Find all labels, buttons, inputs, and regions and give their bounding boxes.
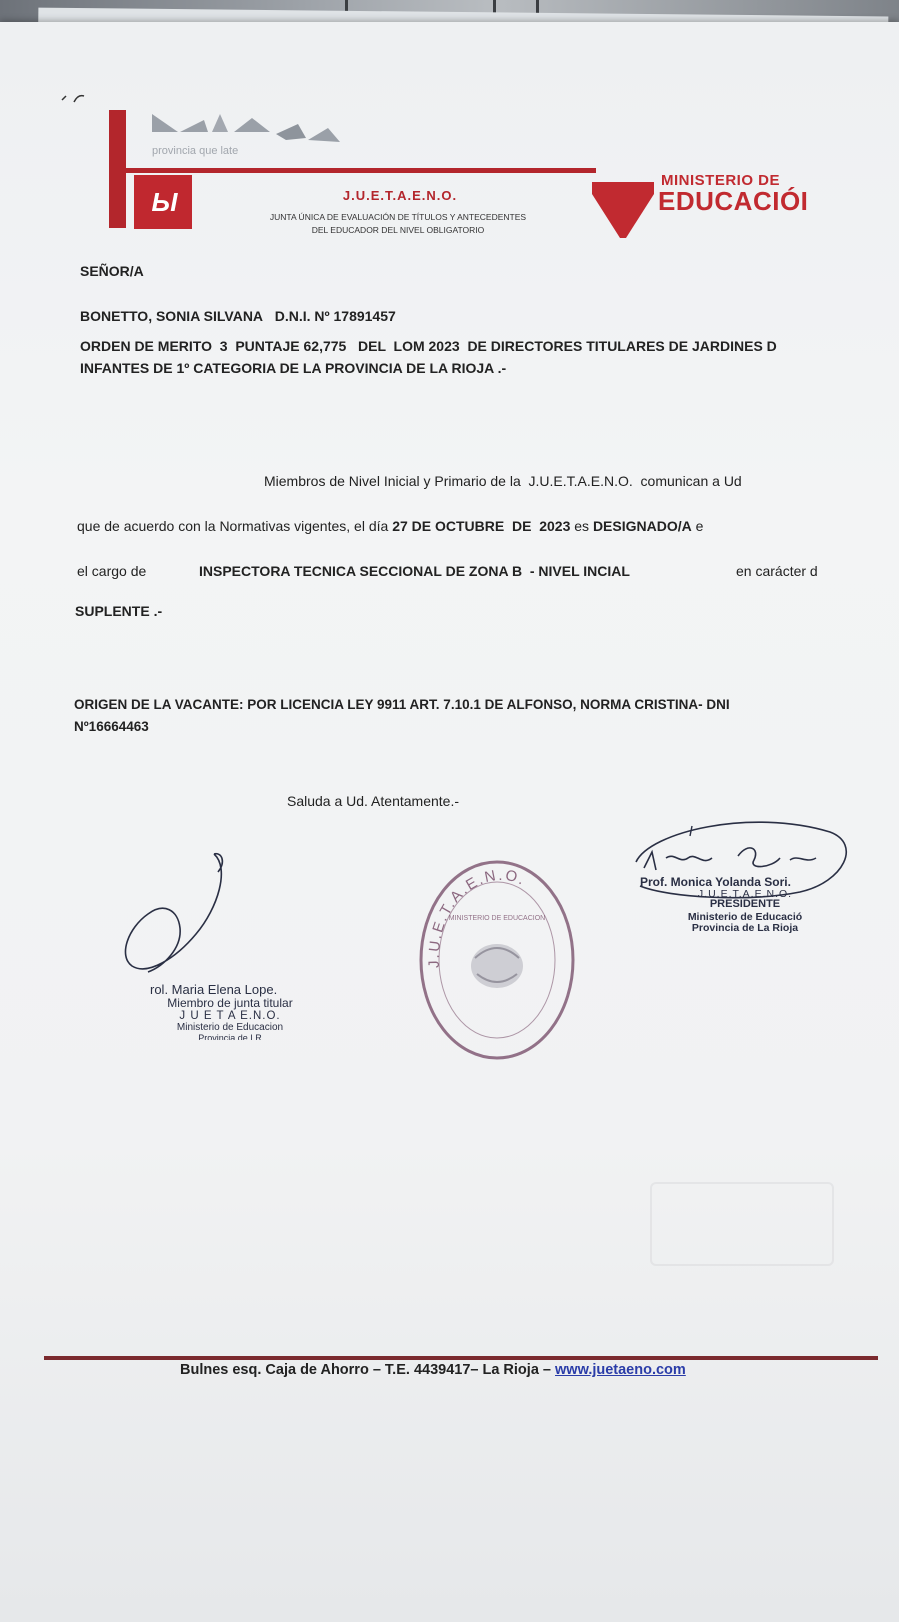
right-signer-ministry: Ministerio de Educació bbox=[687, 911, 803, 923]
status-suplente: SUPLENTE .- bbox=[75, 603, 163, 619]
left-signer-name: rol. Maria Elena Lope. bbox=[150, 982, 278, 997]
footer-address-line bbox=[180, 1362, 686, 1378]
footer-address: Bulnes esq. Caja de Ahorro – T.E. 4439417– La Rioja – bbox=[180, 1362, 551, 1378]
stamp-outer-text: J.U.E.T.A.E.N.O. bbox=[425, 866, 529, 969]
designation-word: DESIGNADO/A bbox=[592, 518, 692, 534]
org-full-name bbox=[228, 211, 568, 237]
left-signer-ministry: Ministerio de Educacion bbox=[176, 1022, 284, 1033]
org-acronym: J.U.E.T.A.E.N.O. bbox=[342, 188, 458, 203]
ministry-title-line2: EDUCACIÓI bbox=[658, 186, 809, 216]
paragraph-line2-b: es bbox=[574, 518, 590, 534]
ministry-flag-icon bbox=[592, 180, 654, 238]
left-signer-role: Miembro de junta titular bbox=[167, 996, 293, 1010]
footer-website-link[interactable]: www.juetaeno.com bbox=[555, 1362, 686, 1378]
right-signer-org: J.U.E.T.A.E.N.O. bbox=[697, 888, 793, 900]
left-signer-province: Provincia de LR bbox=[198, 1033, 262, 1040]
paragraph-line3-a: el cargo de bbox=[77, 563, 147, 579]
paragraph-line1: Miembros de Nivel Inicial y Primario de la J.U.E.T.A.E.N.O. comunican a Ud bbox=[264, 473, 742, 489]
left-signature-scribble bbox=[118, 848, 238, 988]
vacancy-origin-line1: ORIGEN DE LA VACANTE: POR LICENCIA LEY 9911 ART. 7.10.1 DE ALFONSO, NORMA CRISTINA- DNI bbox=[74, 697, 730, 712]
salutation: SEÑOR/A bbox=[80, 263, 144, 279]
paragraph-line2-a: que de acuerdo con la Normativas vigentes, el día bbox=[77, 518, 389, 534]
letter-sheet bbox=[0, 22, 899, 1622]
ranking-line1: ORDEN DE MERITO 3 PUNTAJE 62,775 DEL LOM 2023 DE DIRECTORES TITULARES DE JARDINES D bbox=[80, 338, 777, 354]
official-stamp bbox=[415, 858, 580, 1063]
position-title: INSPECTORA TECNICA SECCIONAL DE ZONA B - NIVEL INCIAL bbox=[199, 563, 630, 579]
pen-mark bbox=[60, 90, 100, 106]
right-signer-name: Prof. Monica Yolanda Sori. bbox=[640, 875, 791, 889]
ministry-title-line1: MINISTERIO DE bbox=[661, 172, 781, 189]
junta-emblem-icon: Ы bbox=[134, 175, 192, 229]
ranking-line2: INFANTES DE 1º CATEGORIA DE LA PROVINCIA DE LA RIOJA .- bbox=[80, 360, 507, 376]
paragraph-line3-b: en carácter d bbox=[736, 563, 818, 579]
footer-divider bbox=[44, 1356, 878, 1360]
vacancy-origin-line2: Nº16664463 bbox=[74, 719, 149, 734]
left-signer-org: J U E T A E.N.O. bbox=[179, 1010, 281, 1022]
province-tagline: provincia que late bbox=[152, 145, 239, 157]
right-signer-role: PRESIDENTE bbox=[709, 898, 781, 910]
header-red-bar bbox=[109, 110, 126, 228]
paragraph-line2 bbox=[77, 518, 849, 534]
closing: Saluda a Ud. Atentamente.- bbox=[287, 793, 459, 809]
org-full-name-line1: JUNTA ÚNICA DE EVALUACIÓN DE TÍTULOS Y ANTECEDENTES bbox=[269, 212, 527, 222]
designation-date: 27 DE OCTUBRE DE 2023 bbox=[392, 518, 571, 534]
recipient-line bbox=[80, 308, 396, 324]
header-red-line bbox=[126, 168, 596, 173]
recipient-dni: D.N.I. Nº 17891457 bbox=[274, 308, 396, 324]
stamp-inner-text: MINISTERIO DE EDUCACION bbox=[448, 915, 546, 922]
org-full-name-line2: DEL EDUCADOR DEL NIVEL OBLIGATORIO bbox=[311, 225, 485, 235]
faded-back-stamp bbox=[650, 1182, 834, 1266]
right-signer-province: Provincia de La Rioja bbox=[691, 922, 799, 934]
paragraph-line2-c: e bbox=[695, 518, 704, 534]
recipient-name: BONETTO, SONIA SILVANA bbox=[80, 308, 264, 324]
province-logo bbox=[150, 110, 350, 162]
